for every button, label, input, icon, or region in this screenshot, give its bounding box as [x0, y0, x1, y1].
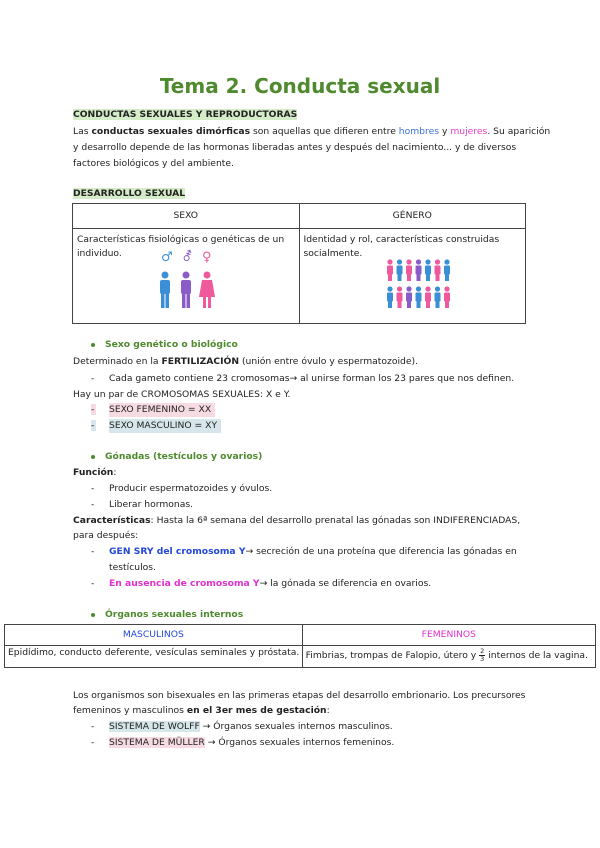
dash-item-femenino — [91, 403, 212, 417]
table-cell-masculinos: Epidídimo, conducto deferente, vesículas seminales y próstata. — [5, 646, 303, 668]
dash-item — [91, 482, 273, 496]
text: internos de la vagina. — [485, 650, 588, 661]
paragraph-line — [73, 125, 550, 139]
ausencia-text: En ausencia de cromosoma Y — [109, 578, 260, 589]
intersex-symbol-icon: ⚦ — [182, 250, 193, 265]
text: → Órganos sexuales internos masculinos. — [199, 721, 393, 732]
bullet-gonadas — [91, 450, 262, 464]
text: Fimbrias, trompas de Falopio, útero y — [305, 650, 480, 661]
dash-text: Liberar hormonas. — [109, 499, 194, 510]
bullet-text: Gónadas (testículos y ovarios) — [105, 451, 263, 462]
paragraph-line: y desarrollo depende de las hormonas liberadas antes y después del nacimiento... y de diversos — [73, 142, 517, 153]
paragraph-line — [73, 466, 116, 480]
sex-people-illustration — [157, 251, 217, 311]
bold-text: FERTILIZACIÓN — [161, 356, 240, 367]
dash-marker: - — [91, 373, 95, 384]
text: . Su aparición — [487, 126, 551, 137]
paragraph-line: Hay un par de CROMOSOMAS SEXUALES: X e Y. — [73, 389, 291, 400]
female-symbol-icon: ♀ — [202, 250, 212, 265]
bullet-organos — [91, 608, 243, 622]
text: Determinado en la — [73, 356, 162, 367]
table-header-masculinos: MASCULINOS — [5, 625, 303, 646]
dash-item — [91, 498, 194, 512]
table-cell-genero — [299, 229, 526, 324]
table-header-genero: GÉNERO — [299, 204, 526, 229]
section-heading-desarrollo — [73, 187, 185, 201]
cell-text: Características fisiológicas o genéticas de un — [77, 234, 285, 245]
paragraph-line: factores biológicos y del ambiente. — [73, 158, 234, 169]
bullet-text: Sexo genético o biológico — [105, 339, 238, 350]
bullet-icon — [91, 455, 95, 459]
text: (unión entre óvulo y espermatozoide). — [239, 356, 419, 367]
fraction-denominator: 3 — [480, 655, 485, 663]
male-symbol-icon: ♂ — [161, 250, 173, 265]
text: → la gónada se diferencia en ovarios. — [259, 578, 432, 589]
dash-item-sry — [91, 545, 517, 559]
mujeres-word: mujeres — [450, 126, 488, 137]
text: Las — [73, 126, 92, 137]
cell-text: socialmente. — [303, 248, 363, 259]
paragraph-line: testículos. — [109, 562, 156, 573]
gen-sry-text: GEN SRY del cromosoma Y — [109, 546, 246, 557]
text: → secreción de una proteína que diferencia las gónadas en — [245, 546, 517, 557]
dash-marker: - — [91, 404, 95, 415]
cell-text: Identidad y rol, características construidas — [303, 234, 500, 245]
bold-text: en el 3er mes de gestación — [186, 705, 327, 716]
text: : Hasta la 6ª semana del desarrollo prenatal las gónadas son INDIFERENCIADAS, — [150, 515, 521, 526]
paragraph-line — [73, 704, 330, 718]
dash-marker: - — [91, 420, 95, 431]
dash-marker: - — [91, 483, 95, 494]
dash-marker: - — [91, 737, 95, 748]
paragraph-line — [73, 355, 418, 369]
sexo-genero-table — [72, 203, 526, 324]
bullet-icon — [91, 613, 95, 617]
dash-text: Cada gameto contiene 23 cromosomas→ al unirse forman los 23 pares que nos definen. — [109, 373, 515, 384]
cell-text: individuo. — [77, 248, 122, 259]
sistema-wolff-text: SISTEMA DE WOLFF — [109, 721, 200, 732]
dash-text — [109, 736, 394, 750]
text: y — [439, 126, 451, 137]
people-figures-icon — [157, 271, 217, 309]
dash-marker: - — [91, 578, 95, 589]
text: femeninos y masculinos — [73, 705, 187, 716]
dash-marker: - — [91, 499, 95, 510]
text: → Órganos sexuales internos femeninos. — [204, 737, 395, 748]
section-heading-text: CONDUCTAS SEXUALES Y REPRODUCTORAS — [73, 109, 298, 120]
paragraph-line — [73, 514, 520, 528]
text: : — [113, 467, 117, 478]
dash-item — [91, 372, 515, 386]
paragraph-line: Los organismos son bisexuales en las primeras etapas del desarrollo embrionario. Los precursores — [73, 690, 526, 701]
dash-text — [109, 577, 431, 591]
gender-crowd-icon — [384, 259, 454, 311]
text: son aquellas que difieren entre — [250, 126, 399, 137]
dash-item-muller — [91, 736, 395, 750]
text: : — [326, 705, 330, 716]
bold-text: Características — [73, 515, 151, 526]
dash-text: Producir espermatozoides y óvulos. — [109, 483, 273, 494]
bold-text: conductas sexuales dimórficas — [91, 126, 251, 137]
bullet-sexo-genetico — [91, 338, 238, 352]
dash-marker: - — [91, 721, 95, 732]
dash-item-wolff — [91, 720, 393, 734]
section-heading-text: DESARROLLO SEXUAL — [73, 188, 186, 199]
paragraph-line: para después: — [73, 530, 139, 541]
bullet-icon — [91, 343, 95, 347]
dash-item-masculino — [91, 419, 218, 433]
organos-table — [4, 624, 596, 668]
table-header-femeninos: FEMENINOS — [302, 625, 595, 646]
sexo-masculino-text: SEXO MASCULINO = XY — [109, 419, 221, 433]
dash-text — [109, 545, 517, 559]
dash-item-ausencia — [91, 577, 432, 591]
table-cell-femeninos — [302, 646, 595, 668]
bullet-text: Órganos sexuales internos — [105, 609, 244, 620]
table-cell-sexo — [73, 229, 300, 324]
sistema-muller-text: SISTEMA DE MÜLLER — [109, 737, 205, 748]
sexo-femenino-text: SEXO FEMENINO = XX — [109, 403, 215, 417]
table-header-sexo: SEXO — [73, 204, 300, 229]
dash-text — [109, 720, 393, 734]
section-heading-conductas — [73, 108, 297, 122]
dash-marker: - — [91, 546, 95, 557]
bold-text: Función — [73, 467, 114, 478]
page-title: Tema 2. Conducta sexual — [159, 74, 441, 98]
fraction-numerator: 2 — [480, 647, 485, 655]
hombres-word: hombres — [398, 126, 440, 137]
